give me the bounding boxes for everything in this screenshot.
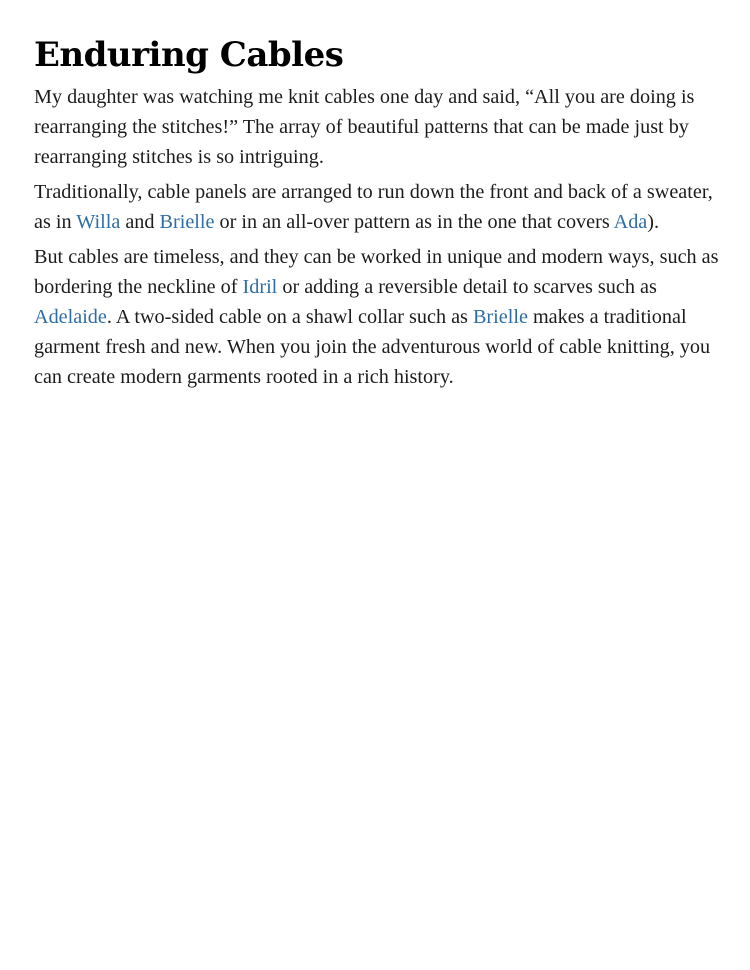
paragraph-text: and xyxy=(120,211,160,233)
page-title: Enduring Cables xyxy=(34,35,344,75)
paragraph-traditional xyxy=(34,177,724,237)
link-willa[interactable]: Willa xyxy=(76,211,121,233)
link-idril[interactable]: Idril xyxy=(242,276,278,298)
paragraph-text: ). xyxy=(647,211,660,233)
paragraph-intro xyxy=(34,82,724,172)
paragraph-text: or adding a reversible detail to scarves such as xyxy=(277,276,657,298)
paragraph-text: or in an all-over pattern as in the one that covers xyxy=(214,211,614,233)
link-adelaide[interactable]: Adelaide xyxy=(34,306,107,328)
paragraph-text: makes a traditional garment fresh and new. When you join the adventurous world of cable knitting, you can create modern garments rooted in a rich history. xyxy=(34,306,711,388)
link-ada[interactable]: Ada xyxy=(613,211,648,233)
paragraph-text: Traditionally, cable panels are arranged to run down the front and back of a sweater, as in xyxy=(34,181,713,233)
paragraph-modern xyxy=(34,242,724,392)
link-brielle-2[interactable]: Brielle xyxy=(472,306,528,328)
document-page xyxy=(34,34,724,397)
link-brielle[interactable]: Brielle xyxy=(159,211,215,233)
paragraph-text: But cables are timeless, and they can be worked in unique and modern ways, such as bordering the neckline of xyxy=(34,246,719,298)
paragraph-text: . A two-sided cable on a shawl collar such as xyxy=(106,306,473,328)
paragraph-intro-text: My daughter was watching me knit cables one day and said, “All you are doing is rearranging the stitches!” The array of beautiful patterns that can be made just by rearranging stitches is so intriguing. xyxy=(34,86,695,168)
